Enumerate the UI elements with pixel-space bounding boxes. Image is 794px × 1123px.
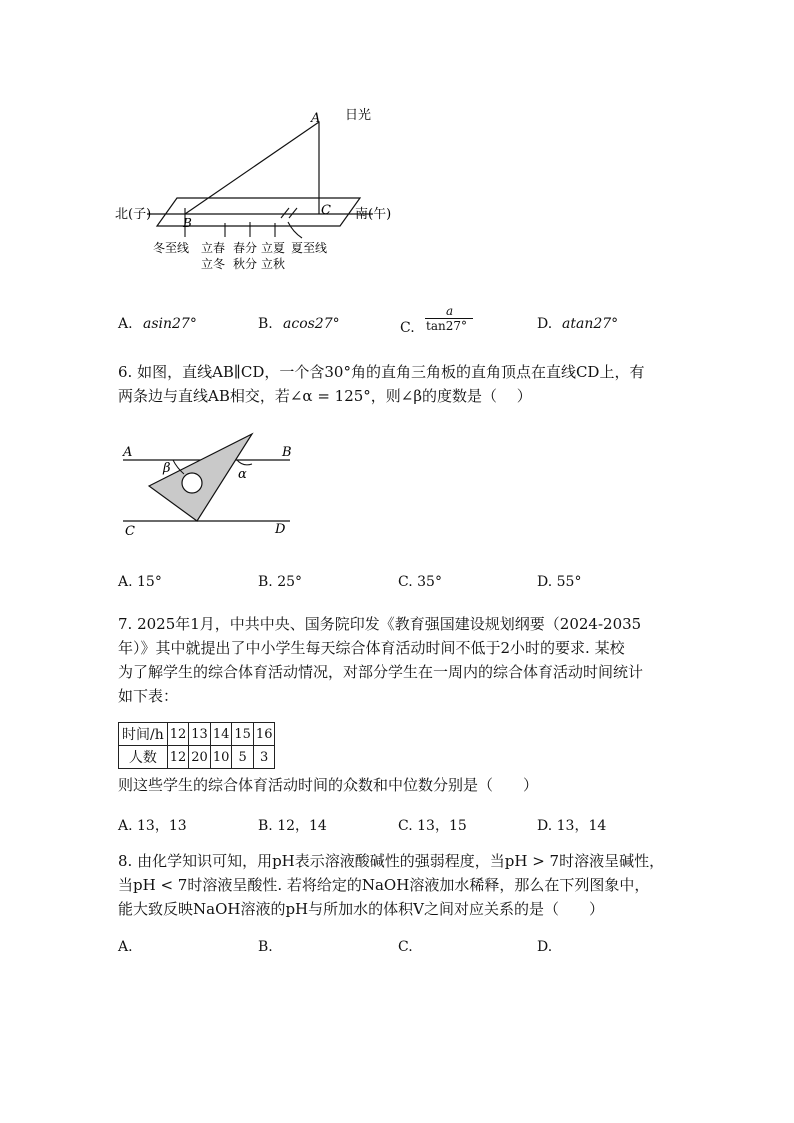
q7-option-a xyxy=(118,815,187,835)
q6-option-d xyxy=(537,574,581,590)
table-row xyxy=(119,746,275,769)
q7-option-c xyxy=(398,815,467,835)
option-label: B. xyxy=(258,818,273,834)
table-cell: 16 xyxy=(253,723,275,746)
fig1-label-a: A xyxy=(311,111,321,126)
fig1-winter-solstice: 冬至线 xyxy=(153,241,190,255)
option-value: 13，15 xyxy=(417,818,467,834)
q6-label-a: A xyxy=(123,445,133,460)
q6-stem-line1: 6. 如图，直线AB∥CD，一个含30°角的直角三角板的直角顶点在直线CD上，有 xyxy=(118,363,645,381)
fig1-start-spring: 立春 xyxy=(201,241,226,255)
table-header-count: 人数 xyxy=(119,746,168,769)
q8-stem-line3: 能大致反映NaOH溶液的pH与所加水的体积V之间对应关系的是（ ） xyxy=(118,900,604,918)
table-row xyxy=(119,723,275,746)
q7-stem-line1: 7. 2025年1月，中共中央、国务院印发《教育强国建设规划纲要（2024-2035 xyxy=(118,615,642,633)
fig1-start-winter: 立冬 xyxy=(201,257,226,271)
fig1-label-c: C xyxy=(321,203,331,218)
q6-option-c xyxy=(398,574,442,590)
fig1-autumn-equinox: 秋分 xyxy=(233,257,258,271)
table-cell: 5 xyxy=(232,746,254,769)
option-value: 15° xyxy=(137,574,162,590)
fig1-south-label: 南(午) xyxy=(355,207,392,222)
q7-stem-line3: 为了解学生的综合体育活动情况，对部分学生在一周内的综合体育活动时间统计 xyxy=(118,663,644,681)
q7-question: 则这些学生的综合体育活动时间的众数和中位数分别是（ ） xyxy=(118,776,539,794)
q8-option-c: C. xyxy=(398,939,413,955)
option-label: C. xyxy=(398,574,413,590)
option-value: 35° xyxy=(417,574,442,590)
q8-option-b: B. xyxy=(258,939,273,955)
option-label: D. xyxy=(537,818,553,834)
q5-option-a-value: asin27° xyxy=(143,316,197,332)
q5-option-c-numerator: a xyxy=(446,304,454,318)
table-cell: 3 xyxy=(253,746,275,769)
fig1-sunlight-label: 日光 xyxy=(345,108,372,123)
q8-stem-line2: 当pH < 7时溶液呈酸性. 若将给定的NaOH溶液加水稀释，那么在下列图象中， xyxy=(118,876,650,894)
sun-ray xyxy=(185,122,319,214)
table-cell: 13 xyxy=(189,723,211,746)
q5-option-c-denominator: tan27° xyxy=(426,319,467,333)
q6-stem-line2: 两条边与直线AB相交，若∠α = 125°，则∠β的度数是（ ） xyxy=(118,387,532,405)
option-label: A. xyxy=(118,574,133,590)
q6-triangle-figure xyxy=(115,428,300,543)
q7-data-table xyxy=(118,722,275,769)
q6-label-d: D xyxy=(275,522,286,537)
fig1-label-b: B xyxy=(183,216,192,230)
q6-option-a xyxy=(118,574,162,590)
q6-label-alpha: α xyxy=(238,467,247,482)
option-value: 13，14 xyxy=(556,818,607,834)
q8-option-d: D. xyxy=(537,939,553,955)
fig1-start-autumn: 立秋 xyxy=(261,257,286,271)
q6-option-b xyxy=(258,574,302,590)
q7-stem-line2: 年）》其中就提出了中小学生每天综合体育活动时间不低于2小时的要求. 某校 xyxy=(118,639,625,657)
fig1-summer-solstice: 夏至线 xyxy=(291,241,328,255)
q7-stem-line4: 如下表： xyxy=(118,687,179,705)
q6-label-c: C xyxy=(125,524,135,539)
table-cell: 20 xyxy=(189,746,211,769)
q5-option-b-value: acos27° xyxy=(283,316,340,332)
q7-option-d xyxy=(537,815,606,835)
table-cell: 10 xyxy=(210,746,232,769)
q5-option-a-label: A. xyxy=(118,316,133,332)
q5-option-d-label: D. xyxy=(537,316,553,332)
table-cell: 14 xyxy=(210,723,232,746)
q6-label-beta: β xyxy=(163,461,171,476)
q6-label-b: B xyxy=(282,445,292,460)
q5-option-b-label: B. xyxy=(258,316,273,332)
q7-option-b xyxy=(258,815,327,835)
option-label: C. xyxy=(398,818,413,834)
q5-option-c-label: C. xyxy=(400,320,415,336)
option-value: 13，13 xyxy=(137,818,187,834)
fig1-start-summer: 立夏 xyxy=(261,241,286,255)
option-value: 55° xyxy=(556,574,582,590)
option-label: A. xyxy=(118,818,133,834)
table-header-time: 时间/h xyxy=(119,723,168,746)
q8-option-a: A. xyxy=(118,939,133,955)
fig1-spring-equinox: 春分 xyxy=(233,241,258,255)
set-square-hole xyxy=(182,473,202,493)
table-cell: 12 xyxy=(167,723,189,746)
table-cell: 12 xyxy=(167,746,189,769)
solar-shadow-figure xyxy=(115,100,405,280)
fig1-north-label: 北(子) xyxy=(115,207,152,222)
q8-stem-line1: 8. 由化学知识可知，用pH表示溶液酸碱性的强弱程度，当pH > 7时溶液呈碱性， xyxy=(118,852,665,870)
option-label: B. xyxy=(258,574,273,590)
option-label: D. xyxy=(537,574,553,590)
q5-option-d-value: atan27° xyxy=(562,316,619,332)
table-cell: 15 xyxy=(232,723,254,746)
option-value: 25° xyxy=(277,574,303,590)
option-value: 12，14 xyxy=(277,818,327,834)
